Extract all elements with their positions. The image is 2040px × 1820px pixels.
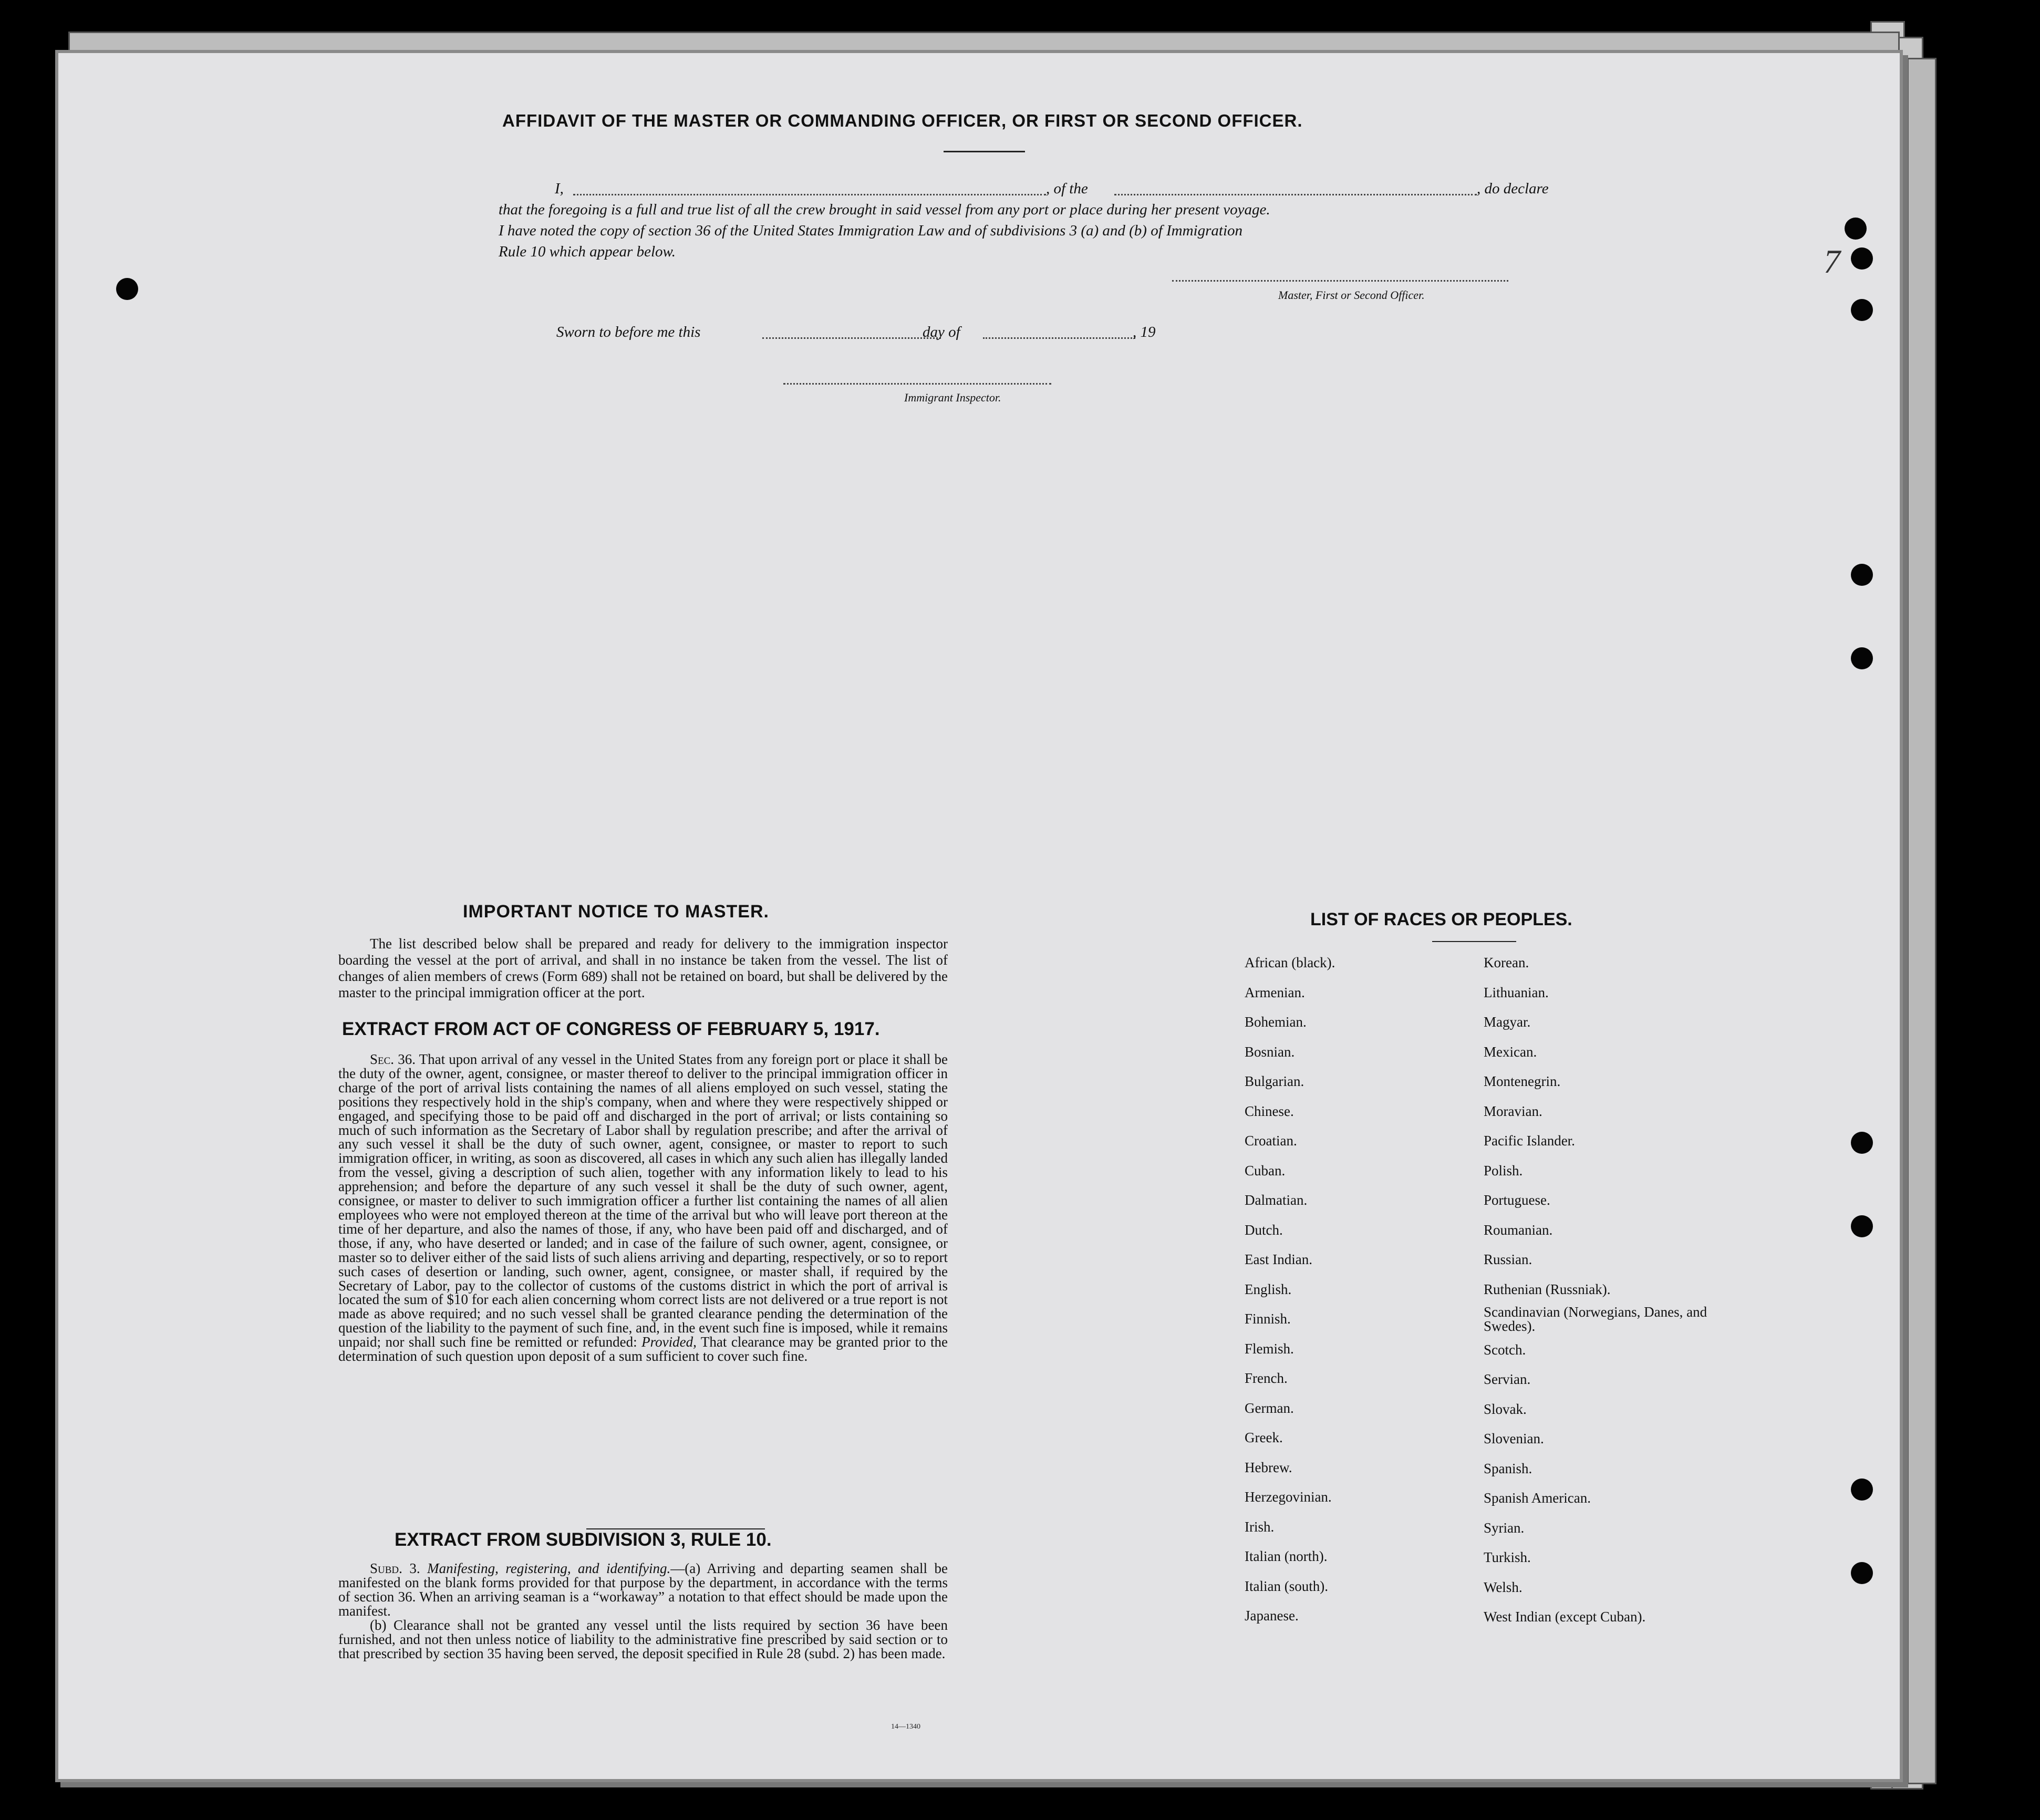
- race-item: Bulgarian.: [1245, 1073, 1304, 1089]
- blank-day: [762, 337, 941, 339]
- race-item: Italian (south).: [1245, 1578, 1328, 1594]
- section-label: Sec. 36.: [370, 1051, 416, 1067]
- punch-hole: [1851, 1562, 1873, 1584]
- punch-hole: [116, 278, 138, 300]
- race-item: Syrian.: [1484, 1519, 1525, 1536]
- punch-hole: [1845, 218, 1867, 240]
- races-right-column: [1484, 948, 1715, 1632]
- punch-hole: [1851, 299, 1873, 321]
- race-item: Japanese.: [1245, 1608, 1299, 1623]
- race-item: Polish.: [1484, 1162, 1523, 1178]
- page-stack-edge-3: [1907, 58, 1937, 1784]
- rule-para-b: (b) Clearance shall not be granted any vessel until the lists required by section 36 have been furnished, and not then unless notice of liability to the administrative fine prescribed by said section or to that prescribed by section 35 having been served, the deposit specified in Rule 28 (subd. 2) has been made.: [338, 1617, 948, 1661]
- race-item: Italian (north).: [1245, 1548, 1328, 1564]
- affidavit-title: AFFIDAVIT OF THE MASTER OR COMMANDING OFFICER, OR FIRST OR SECOND OFFICER.: [502, 111, 1303, 130]
- punch-hole: [1851, 1132, 1873, 1154]
- race-item: Chinese.: [1245, 1103, 1294, 1119]
- race-item: Cuban.: [1245, 1162, 1286, 1178]
- affidavit-line1-of-the: , of the: [1046, 180, 1088, 197]
- sworn-label: Sworn to before me this: [556, 324, 701, 340]
- inspector-signature-line: [783, 383, 1051, 385]
- race-item: Pacific Islander.: [1484, 1133, 1575, 1149]
- race-item: Montenegrin.: [1484, 1073, 1561, 1089]
- race-item: Hebrew.: [1245, 1459, 1292, 1475]
- manifest-page: [55, 50, 1903, 1782]
- race-item: Greek.: [1245, 1430, 1283, 1445]
- act-body-end: That clearance may be granted prior to the determination of such question upon deposit of a sum sufficient to cover such fine.: [338, 1334, 948, 1364]
- race-item: Portuguese.: [1484, 1192, 1550, 1208]
- affidavit-line1-i: I,: [555, 180, 564, 197]
- race-item: Servian.: [1484, 1371, 1531, 1387]
- bleed-through-title: [332, 127, 343, 164]
- race-item: Bohemian.: [1245, 1014, 1307, 1030]
- races-left-column: [1245, 948, 1335, 1631]
- act-extract-body: [338, 1052, 948, 1363]
- race-item: African (black).: [1245, 955, 1335, 970]
- day-of-label: day of: [923, 324, 960, 340]
- race-item: French.: [1245, 1370, 1288, 1386]
- punch-hole: [1851, 647, 1873, 669]
- affidavit-line2: that the foregoing is a full and true list of all the crew brought in said vessel from any port or place during her present voyage.: [499, 201, 1270, 218]
- race-item: Roumanian.: [1484, 1222, 1553, 1238]
- races-underline: [1432, 941, 1516, 942]
- year-prefix: , 19: [1133, 324, 1156, 340]
- act-body-text: That upon arrival of any vessel in the United States from any foreign port or place it shall be the duty of the owner, agent, consignee, or master thereof to deliver to the principal immigration officer in charge of the port of arrival lists containing the names of all aliens employed on such vessel, stating the positions they respectively hold in the ship's company, when and where they were respectively shipped or engaged, and specifying those to be paid off and discharged in the port of arrival; or lists containing so much of such information as the Secretary of Labor shall by regulation prescribe; and after the arrival of any such vessel it shall be the duty of such owner, agent, consignee, or master to report to such immigration officer, in writing, as soon as discovered, all cases in which any such alien has illegally landed from the vessel, giving a description of such alien, together with any information likely to lead to his apprehension; and before the departure of any such vessel it shall be the duty of such owner, agent, consignee, or master to deliver to such immigration officer a further list containing the names of all alien employees who were not employed thereon at the time of the arrival but who will leave port thereon at the time of her departure, and also the names of those, if any, who have been paid off and discharged, and of those, if any, who have deserted or landed; and in case of the failure of such owner, agent, consignee, or master so to deliver either of the said lists of such aliens arriving and departing, respectively, or so to report such cases of desertion or landing, such owner, agent, consignee, or master shall, if required by the Secretary of Labor, pay to the collector of customs of the customs district in which the port of arrival is located the sum of $10 for each alien concerning whom correct lists are not delivered or a true report is not made as above required; and no such vessel shall be granted clearance pending the determination of the question of the liability to the payment of such fine, and, in the event such fine is imposed, while it remains unpaid; nor shall such fine be remitted or refunded:: [338, 1051, 948, 1350]
- race-item: Moravian.: [1484, 1103, 1542, 1119]
- race-item: Spanish American.: [1484, 1490, 1591, 1506]
- race-item: Dalmatian.: [1245, 1192, 1308, 1208]
- race-item: Scotch.: [1484, 1341, 1526, 1358]
- rule-extract-body: [338, 1562, 948, 1661]
- race-item: English.: [1245, 1281, 1292, 1297]
- notice-body: [338, 936, 948, 1001]
- rule-extract-title: EXTRACT FROM SUBDIVISION 3, RULE 10.: [395, 1529, 772, 1550]
- subdivision-label: Subd. 3.: [370, 1560, 420, 1576]
- race-item: German.: [1245, 1400, 1294, 1416]
- race-item: Croatian.: [1245, 1133, 1297, 1149]
- race-item: Slovenian.: [1484, 1431, 1544, 1446]
- subdivision-heading: Manifesting, registering, and identifying.: [427, 1560, 671, 1576]
- race-item: Armenian.: [1245, 984, 1305, 1000]
- race-item: Scandinavian (Norwegians, Danes, and Swedes).: [1484, 1304, 1707, 1334]
- affidavit-line1-declare: , do declare: [1477, 180, 1549, 197]
- race-item: Spanish.: [1484, 1460, 1532, 1476]
- affidavit-line3: I have noted the copy of section 36 of the United States Immigration Law and of subdivisions 3 (a) and (b) of Immigration: [499, 222, 1243, 239]
- inspector-label: Immigrant Inspector.: [904, 391, 1001, 404]
- race-item: Dutch.: [1245, 1222, 1283, 1238]
- affidavit-line4: Rule 10 which appear below.: [499, 243, 676, 260]
- notice-paragraph: The list described below shall be prepared and ready for delivery to the immigration inspector boarding the vessel at the port of arrival, and shall in no instance be taken from the vessel. The list of changes of alien members of crews (Form 689) shall not be retained on board, but shall be delivered by the master to the principal immigration officer at the port.: [338, 936, 948, 1000]
- race-item: Ruthenian (Russniak).: [1484, 1281, 1611, 1297]
- race-item: Irish.: [1245, 1518, 1275, 1535]
- race-item: Flemish.: [1245, 1340, 1294, 1357]
- title-underline: [944, 151, 1025, 152]
- race-item: East Indian.: [1245, 1252, 1312, 1267]
- blank-month: [983, 337, 1135, 339]
- race-item: Herzegovinian.: [1245, 1489, 1332, 1505]
- race-item: Magyar.: [1484, 1014, 1531, 1030]
- form-number: 14—1340: [891, 1723, 920, 1731]
- race-item: Slovak.: [1484, 1401, 1527, 1417]
- punch-hole: [1851, 1215, 1873, 1237]
- race-item: West Indian (except Cuban).: [1484, 1609, 1646, 1625]
- race-item: Russian.: [1484, 1252, 1532, 1267]
- races-title: LIST OF RACES OR PEOPLES.: [1310, 909, 1572, 929]
- master-signature-label: Master, First or Second Officer.: [1278, 288, 1425, 302]
- notice-title: IMPORTANT NOTICE TO MASTER.: [463, 902, 769, 922]
- handwritten-page-number: 7: [1824, 243, 1840, 280]
- punch-hole: [1851, 1478, 1873, 1501]
- act-extract-title: EXTRACT FROM ACT OF CONGRESS OF FEBRUARY 5, 1917.: [342, 1019, 880, 1039]
- master-signature-line: [1172, 280, 1508, 282]
- race-item: Welsh.: [1484, 1579, 1523, 1595]
- race-item: Bosnian.: [1245, 1043, 1295, 1060]
- race-item: Mexican.: [1484, 1043, 1537, 1060]
- rule-para-a: —(a) Arriving and departing seamen shall be manifested on the blank forms provided for that purpose by the department, in accordance with the terms of section 36. When an arriving seaman is a “workaway” a notation to that effect should be made upon the manifest.: [338, 1560, 948, 1619]
- race-item: Lithuanian.: [1484, 984, 1549, 1000]
- race-item: Turkish.: [1484, 1549, 1531, 1565]
- race-item: Finnish.: [1245, 1311, 1291, 1327]
- blank-name: [573, 194, 1046, 195]
- punch-hole: [1851, 564, 1873, 586]
- blank-vessel: [1114, 194, 1477, 195]
- punch-hole: [1851, 247, 1873, 270]
- provided-word: Provided,: [641, 1334, 697, 1350]
- race-item: Korean.: [1484, 955, 1529, 970]
